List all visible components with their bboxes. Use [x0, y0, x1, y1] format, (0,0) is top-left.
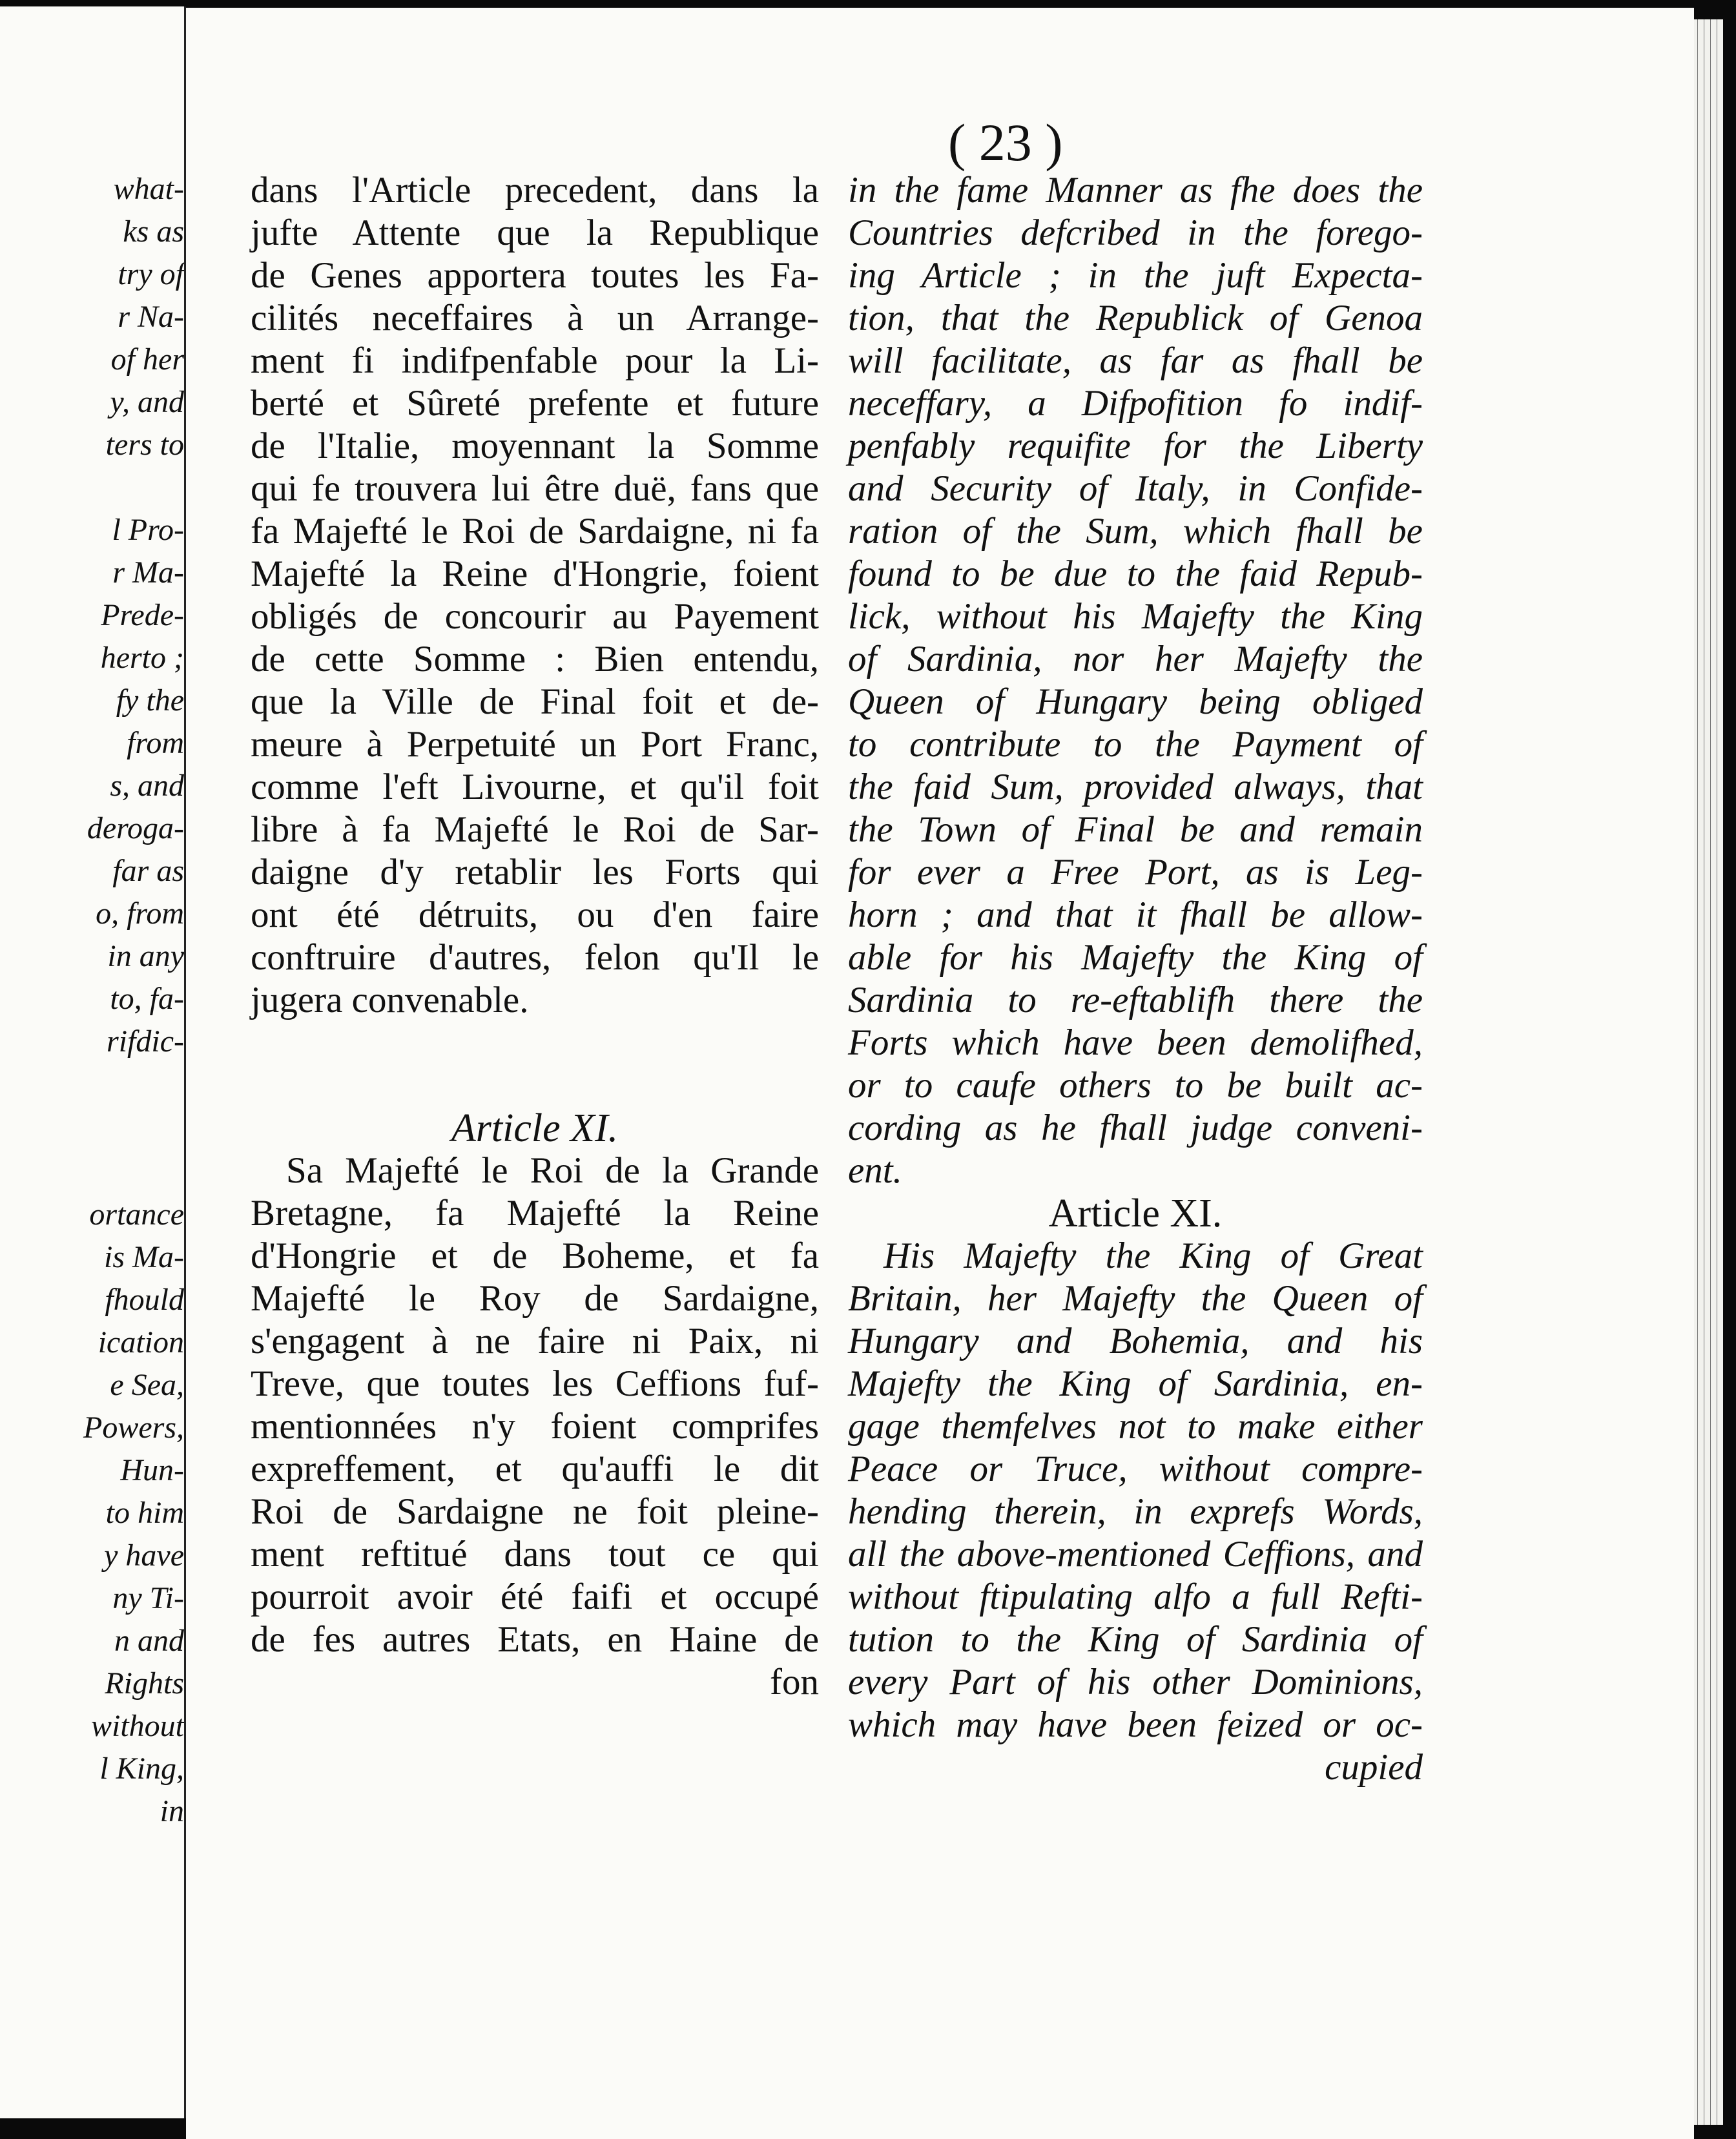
text-line: the faid Sum, provided always, that: [848, 767, 1423, 807]
stub-line: to, fa-: [110, 982, 184, 1016]
main-page: [186, 8, 1694, 2139]
text-line: Countries defcribed in the forego-: [848, 212, 1423, 253]
text-line: comme l'eft Livourne, et qu'il foit: [251, 767, 819, 807]
stub-line: in: [160, 1794, 184, 1828]
french-column: [251, 169, 819, 1704]
text-line: and Security of Italy, in Confide-: [848, 468, 1423, 509]
text-line: Sa Majefté le Roi de la Grande: [286, 1150, 819, 1191]
text-line: without ftipulating alfo a full Refti-: [848, 1576, 1423, 1617]
text-line: Roi de Sardaigne ne foit pleine-: [251, 1491, 819, 1532]
text-line: de l'Italie, moyennant la Somme: [251, 426, 819, 466]
text-line: horn ; and that it fhall be allow-: [848, 894, 1423, 935]
text-line: jugera convenable.: [251, 980, 529, 1020]
stub-line: r Ma-: [112, 555, 184, 590]
text-line: Britain, her Majefty the Queen of: [848, 1278, 1423, 1319]
text-line: tution to the King of Sardinia of: [848, 1619, 1423, 1660]
text-line: ration of the Sum, which fhall be: [848, 511, 1423, 552]
text-line: lick, without his Majefty the King: [848, 596, 1423, 637]
text-line: ont été détruits, ou d'en faire: [251, 894, 819, 935]
english-catchword: cupied: [1325, 1747, 1423, 1788]
french-catchword: fon: [770, 1662, 819, 1702]
stub-line: Prede-: [101, 598, 184, 632]
text-line: dans l'Article precedent, dans la: [251, 170, 819, 211]
text-line: expreffement, et qu'auffi le dit: [251, 1449, 819, 1489]
text-line: Majefté la Reine d'Hongrie, foient: [251, 553, 819, 594]
stub-line: to him: [105, 1496, 184, 1530]
text-line: every Part of his other Dominions,: [848, 1662, 1423, 1702]
text-line: for ever a Free Port, as is Leg-: [848, 852, 1423, 893]
text-line: Majefty the King of Sardinia, en-: [848, 1363, 1423, 1404]
text-line: s'engagent à ne faire ni Paix, ni: [251, 1321, 819, 1361]
stub-line: deroga-: [87, 811, 184, 845]
english-article-heading: Article XI.: [1048, 1192, 1223, 1235]
text-line: to contribute to the Payment of: [848, 724, 1423, 765]
stub-line: r Na-: [118, 300, 184, 334]
text-line: which may have been feized or oc-: [848, 1704, 1423, 1745]
text-line: pourroit avoir été faifi et occupé: [251, 1576, 819, 1617]
text-line: ent.: [848, 1150, 902, 1191]
stub-line: fy the: [116, 683, 184, 718]
text-line: neceffary, a Difpofition fo indif-: [848, 383, 1423, 424]
stub-line: e Sea,: [110, 1368, 184, 1402]
stub-line: from: [127, 726, 184, 760]
stub-line: l Pro-: [112, 513, 184, 547]
text-line: of Sardinia, nor her Majefty the: [848, 639, 1423, 679]
text-line: in the fame Manner as fhe does the: [848, 170, 1423, 211]
english-column: [848, 169, 1423, 1789]
stub-line: of her: [110, 342, 184, 377]
text-line: de cette Somme : Bien entendu,: [251, 639, 819, 679]
stub-line: ny Ti-: [112, 1581, 184, 1615]
stub-line: far as: [112, 854, 184, 888]
stub-line: Powers,: [83, 1410, 184, 1445]
text-line: Sardinia to re-eftablifh there the: [848, 980, 1423, 1020]
text-line: ment fi indifpenfable pour la Li-: [251, 340, 819, 381]
text-line: His Majefty the King of Great: [884, 1235, 1423, 1276]
stub-line: n and: [114, 1624, 184, 1658]
text-line: obligés de concourir au Payement: [251, 596, 819, 637]
french-paragraph-1: [251, 169, 819, 1022]
page-number: ( 23 ): [948, 113, 1063, 172]
stub-line: try of: [118, 257, 184, 291]
text-line: meure à Perpetuité un Port Franc,: [251, 724, 819, 765]
text-line: conftruire d'autres, felon qu'Il le: [251, 937, 819, 978]
text-line: penfably requifite for the Liberty: [848, 426, 1423, 466]
stub-line: rifdic-: [107, 1024, 184, 1059]
stub-line: Rights: [105, 1666, 184, 1700]
text-line: Treve, que toutes les Ceffions fuf-: [251, 1363, 819, 1404]
stub-line: ks as: [123, 214, 184, 249]
text-line: de Genes apportera toutes les Fa-: [251, 255, 819, 296]
text-line: daigne d'y retablir les Forts qui: [251, 852, 819, 893]
text-line: qui fe trouvera lui être duë, fans que: [251, 468, 819, 509]
text-line: Hungary and Bohemia, and his: [848, 1321, 1423, 1361]
french-article-heading: Article XI.: [451, 1106, 619, 1150]
text-line: found to be due to the faid Repub-: [848, 553, 1423, 594]
left-page-fragment: [0, 6, 186, 2118]
stub-line: s, and: [110, 769, 184, 803]
text-line: mentionnées n'y foient comprifes: [251, 1406, 819, 1447]
text-line: Majefté le Roy de Sardaigne,: [251, 1278, 819, 1319]
text-line: berté et Sûreté prefente et future: [251, 383, 819, 424]
text-line: Bretagne, fa Majefté la Reine: [251, 1193, 819, 1234]
text-line: fa Majefté le Roi de Sardaigne, ni fa: [251, 511, 819, 552]
stub-line: what-: [113, 172, 184, 206]
text-line: Peace or Truce, without compre-: [848, 1449, 1423, 1489]
text-line: cording as he fhall judge conveni-: [848, 1108, 1423, 1148]
stub-line: is Ma-: [104, 1240, 184, 1274]
text-line: que la Ville de Final foit et de-: [251, 681, 819, 722]
text-line: cilités neceffaires à un Arrange-: [251, 298, 819, 338]
text-line: ment reftitué dans tout ce qui: [251, 1534, 819, 1575]
stub-line: herto ;: [100, 641, 184, 675]
text-line: libre à fa Majefté le Roi de Sar-: [251, 809, 819, 850]
stub-line: ortance: [89, 1197, 184, 1232]
text-line: able for his Majefty the King of: [848, 937, 1423, 978]
stub-line: y have: [104, 1538, 184, 1573]
stub-line: without: [90, 1709, 184, 1743]
page-edge-stack: [1694, 19, 1723, 2125]
stub-line: ication: [98, 1325, 184, 1359]
text-line: hending therein, in exprefs Words,: [848, 1491, 1423, 1532]
text-line: all the above-mentioned Ceffions, and: [848, 1534, 1423, 1575]
text-line: or to caufe others to be built ac-: [848, 1065, 1423, 1106]
text-line: tion, that the Republick of Genoa: [848, 298, 1423, 338]
english-paragraph-2: [848, 1235, 1423, 1746]
text-line: d'Hongrie et de Boheme, et fa: [251, 1235, 819, 1276]
text-line: Queen of Hungary being obliged: [848, 681, 1423, 722]
stub-line: in any: [107, 939, 184, 973]
text-line: ing Article ; in the juft Expecta-: [848, 255, 1423, 296]
text-line: jufte Attente que la Republique: [251, 212, 819, 253]
stub-line: o, from: [96, 896, 184, 931]
stub-line: ters to: [105, 428, 184, 462]
text-line: will facilitate, as far as fhall be: [848, 340, 1423, 381]
french-paragraph-2: [251, 1150, 819, 1661]
text-line: the Town of Final be and remain: [848, 809, 1423, 850]
stub-line: l King,: [99, 1752, 184, 1786]
english-paragraph-1: [848, 169, 1423, 1192]
stub-line: y, and: [110, 385, 184, 419]
stub-line: fhould: [105, 1283, 184, 1317]
text-line: de fes autres Etats, en Haine de: [251, 1619, 819, 1660]
text-line: gage themfelves not to make either: [848, 1406, 1423, 1447]
text-line: Forts which have been demolifhed,: [848, 1022, 1423, 1063]
stub-line: Hun-: [120, 1453, 184, 1487]
